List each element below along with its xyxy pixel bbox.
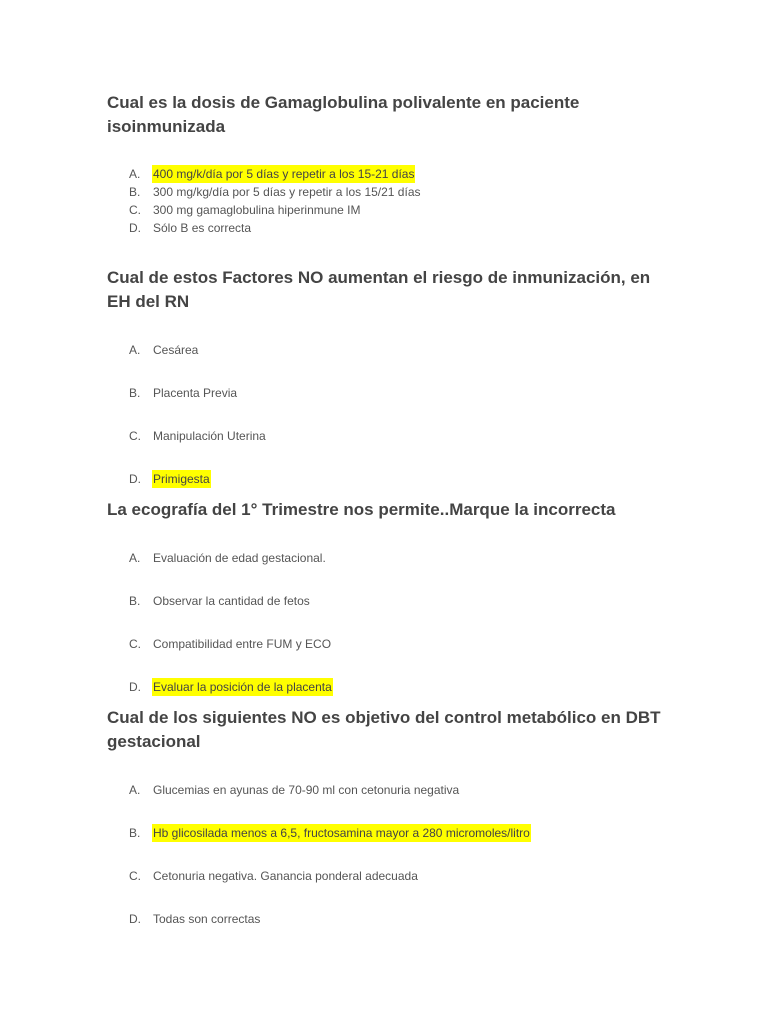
option-text: 300 mg/kg/día por 5 días y repetir a los 15/21 días xyxy=(153,185,421,199)
option-text: 300 mg gamaglobulina hiperinmune IM xyxy=(153,203,361,217)
question-2 xyxy=(107,266,667,486)
option-letter: B. xyxy=(129,386,141,400)
option-letter: B. xyxy=(129,594,141,608)
option-text: Sólo B es correcta xyxy=(153,221,252,235)
question-1 xyxy=(107,91,667,235)
question-title: Cual de estos Factores NO aumentan el riesgo de inmunización, en EH del RN xyxy=(107,268,651,311)
option-letter: B. xyxy=(129,185,141,199)
option-letter: A. xyxy=(129,343,141,357)
question-title: Cual es la dosis de Gamaglobulina polivalente en paciente isoinmunizada xyxy=(107,93,580,136)
option-text-highlighted: 400 mg/k/día por 5 días y repetir a los 15-21 días xyxy=(153,167,415,181)
option-text: Cetonuria negativa. Ganancia ponderal adecuada xyxy=(153,869,418,883)
option-letter: C. xyxy=(129,203,141,217)
option-letter: A. xyxy=(129,167,141,181)
option-text-highlighted: Evaluar la posición de la placenta xyxy=(153,680,332,694)
option-letter: C. xyxy=(129,869,141,883)
question-title: Cual de los siguientes NO es objetivo del control metabólico en DBT gestacional xyxy=(107,708,661,751)
option-letter: D. xyxy=(129,912,141,926)
option-letter: D. xyxy=(129,221,141,235)
option-text: Compatibilidad entre FUM y ECO xyxy=(153,637,332,651)
option-text-highlighted: Primigesta xyxy=(153,472,210,486)
option-text-highlighted: Hb glicosilada menos a 6,5, fructosamina mayor a 280 micromoles/litro xyxy=(153,826,530,840)
question-4 xyxy=(107,706,667,926)
question-3 xyxy=(107,498,667,694)
option-letter: A. xyxy=(129,783,141,797)
option-letter: D. xyxy=(129,680,141,694)
option-letter: C. xyxy=(129,429,141,443)
option-text: Cesárea xyxy=(153,343,199,357)
option-letter: B. xyxy=(129,826,141,840)
option-text: Glucemias en ayunas de 70-90 ml con cetonuria negativa xyxy=(153,783,460,797)
option-text: Observar la cantidad de fetos xyxy=(153,594,310,608)
option-letter: C. xyxy=(129,637,141,651)
option-text: Todas son correctas xyxy=(153,912,261,926)
option-letter: A. xyxy=(129,551,141,565)
question-title: La ecografía del 1° Trimestre nos permite..Marque la incorrecta xyxy=(107,500,616,519)
option-text: Evaluación de edad gestacional. xyxy=(153,551,326,565)
option-text: Manipulación Uterina xyxy=(153,429,266,443)
option-text: Placenta Previa xyxy=(153,386,238,400)
option-letter: D. xyxy=(129,472,141,486)
